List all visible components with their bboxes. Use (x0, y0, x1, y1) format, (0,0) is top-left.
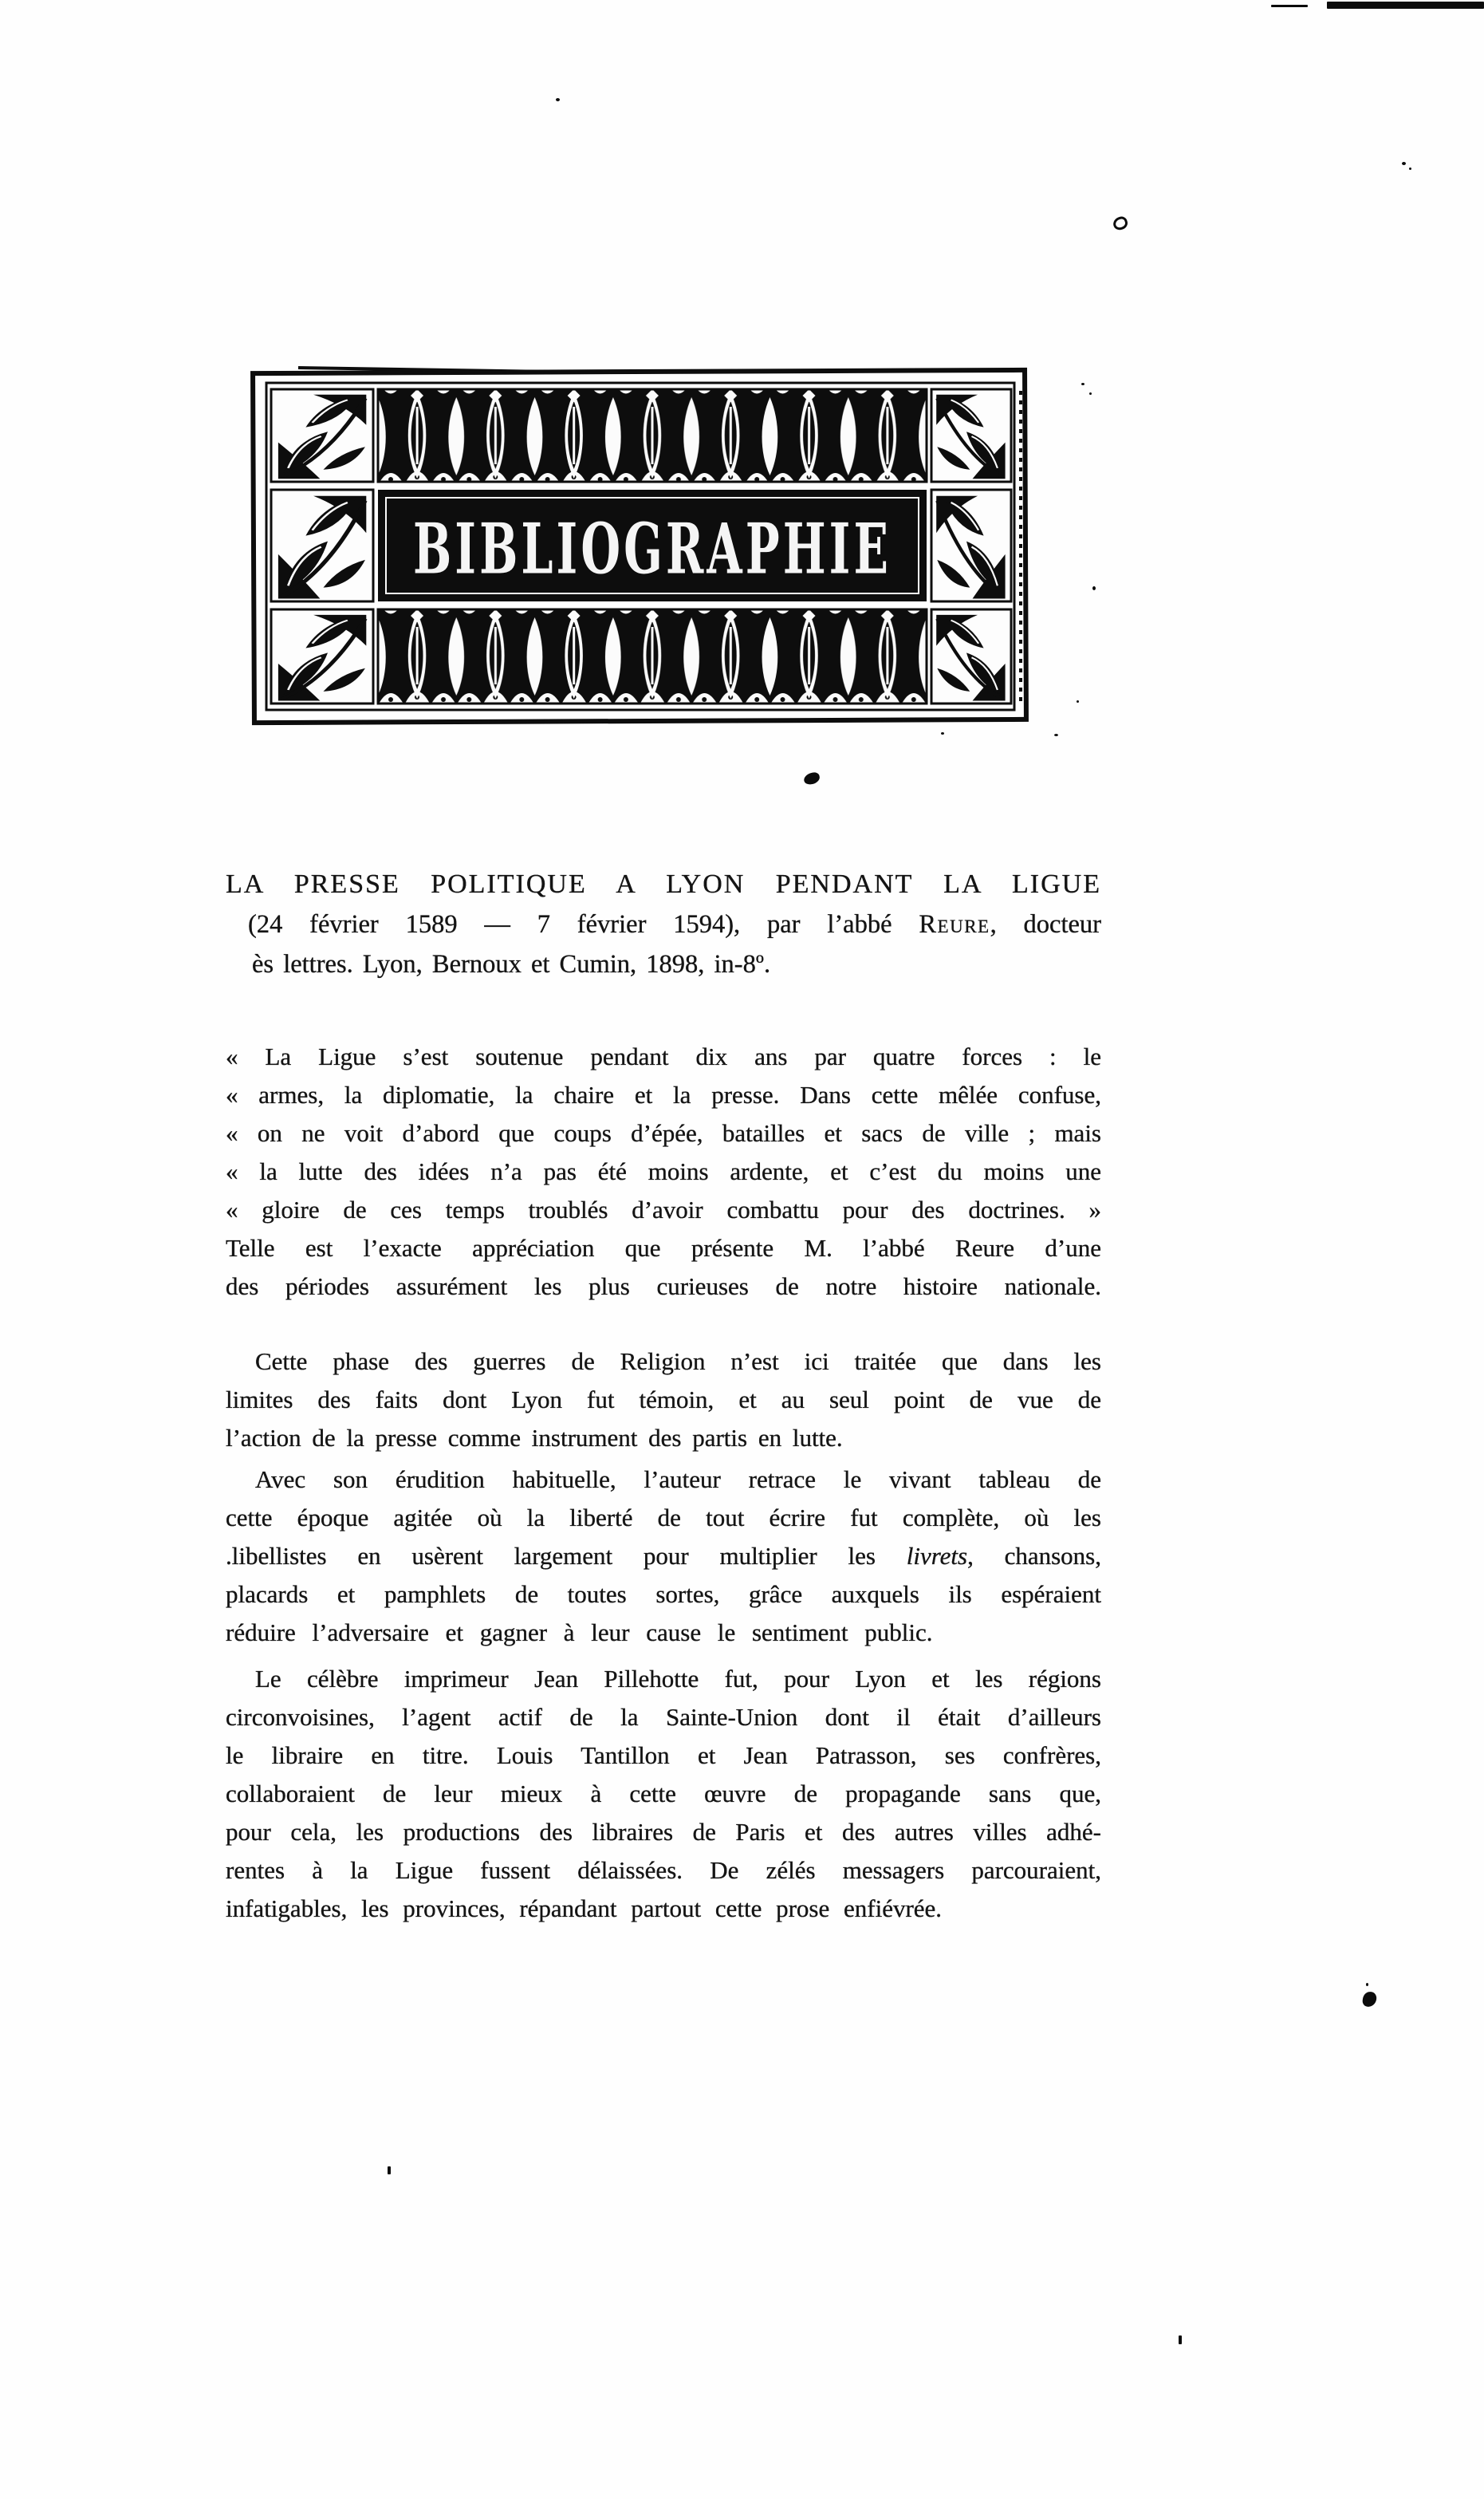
entry-title-line-2-end: , docteur (990, 910, 1101, 939)
ink-speck (941, 732, 944, 735)
ink-blob (1362, 1991, 1377, 2008)
ink-speck (1402, 162, 1406, 165)
body-line: limites des faits dont Lyon fut témoin, et au seul point de vue de (226, 1385, 1101, 1413)
body-line: Cette phase des guerres de Religion n’est ici traitée que dans les (255, 1347, 1101, 1375)
body-line: circonvoisines, l’agent actif de la Sainte-Union dont il était d’ailleurs (226, 1703, 1101, 1731)
scan-edge-bar-thin (1271, 5, 1308, 7)
body-line: l’action de la presse comme instrument des partis en lutte. (226, 1424, 843, 1452)
body-line: infatigables, les provinces, répandant partout cette prose enfiévrée. (226, 1894, 943, 1922)
bibliographie-headpiece (250, 365, 1033, 729)
ink-blob (803, 771, 821, 786)
body-line: rentes à la Ligue fussent délaissées. De zélés messagers parcouraient, (226, 1856, 1101, 1884)
body-line: placards et pamphlets de toutes sortes, grâce auxquels ils espéraient (226, 1580, 1101, 1608)
spacer (226, 1306, 1101, 1342)
body-line-segment: .libellistes en usèrent largement pour multiplier les (226, 1542, 907, 1570)
italic-word: livrets (906, 1542, 968, 1570)
entry-author-smallcaps: Reure (919, 910, 990, 939)
ornament-column-left (271, 389, 373, 704)
ornament-band-bottom (378, 609, 927, 704)
body-line: réduire l’adversaire et gagner à leur cause le sentiment public. (226, 1618, 933, 1646)
quote-line: « gloire de ces temps troublés d’avoir combattu pour des doctrines. » (226, 1196, 1101, 1224)
body-line-segment: , chansons, (967, 1542, 1101, 1570)
ink-speck (1409, 168, 1411, 170)
quote-line: Telle est l’exacte appréciation que présente M. l’abbé Reure d’une (226, 1234, 1101, 1262)
body-line: collaboraient de leur mieux à cette œuvre de propagande sans que, (226, 1780, 1101, 1807)
entry-title-line-3: ès lettres. Lyon, Bernoux et Cumin, 1898, in-8º. (252, 950, 771, 979)
ink-speck (1077, 700, 1079, 703)
quote-line: des périodes assurément les plus curieuses de notre histoire nationale. (226, 1272, 1101, 1300)
ink-speck (1092, 586, 1096, 590)
entry-title-line-1: LA PRESSE POLITIQUE A LYON PENDANT LA LIGUE (226, 869, 1101, 899)
text-block (226, 865, 1101, 1928)
quote-line: « la lutte des idées n’a pas été moins ardente, et c’est du moins une (226, 1157, 1101, 1185)
body-line: le libraire en titre. Louis Tantillon et Jean Patrasson, ses confrères, (226, 1741, 1101, 1769)
ink-speck (1054, 734, 1058, 736)
spacer (226, 984, 1101, 1038)
headpiece-title: BIBLIOGRAPHIE (413, 507, 892, 590)
ink-speck (388, 2166, 391, 2174)
body-line (226, 1537, 1101, 1575)
ink-speck (1179, 2335, 1182, 2344)
ornament-column-right (931, 389, 1011, 704)
body-line: Le célèbre imprimeur Jean Pillehotte fut, pour Lyon et les régions (255, 1665, 1101, 1693)
entry-title-line-2 (226, 905, 1101, 944)
ink-speck (1089, 392, 1092, 395)
ornament-band-top (378, 389, 927, 482)
ink-speck (1366, 1983, 1368, 1986)
spacer (226, 1652, 1101, 1660)
quote-line: « on ne voit d’abord que coups d’épée, batailles et sacs de ville ; mais (226, 1119, 1101, 1147)
body-line: Avec son érudition habituelle, l’auteur retrace le vivant tableau de (255, 1465, 1101, 1493)
body-line: cette époque agitée où la liberté de tout écrire fut complète, où les (226, 1504, 1101, 1531)
body-line: pour cela, les productions des libraires de Paris et des autres villes adhé- (226, 1818, 1101, 1846)
quote-line: « La Ligue s’est soutenue pendant dix ans par quatre forces : le (226, 1043, 1101, 1070)
scan-edge-bar (1327, 2, 1484, 9)
headpiece-woodcut (250, 365, 1033, 729)
quote-line: « armes, la diplomatie, la chaire et la presse. Dans cette mêlée confuse, (226, 1081, 1101, 1109)
ink-ring-speck (1112, 215, 1129, 232)
ink-speck (1081, 383, 1084, 385)
ink-speck (556, 98, 560, 101)
title-cartouche (378, 490, 927, 601)
entry-dates: (24 février 1589 — 7 février 1594), par l’abbé (248, 910, 919, 939)
